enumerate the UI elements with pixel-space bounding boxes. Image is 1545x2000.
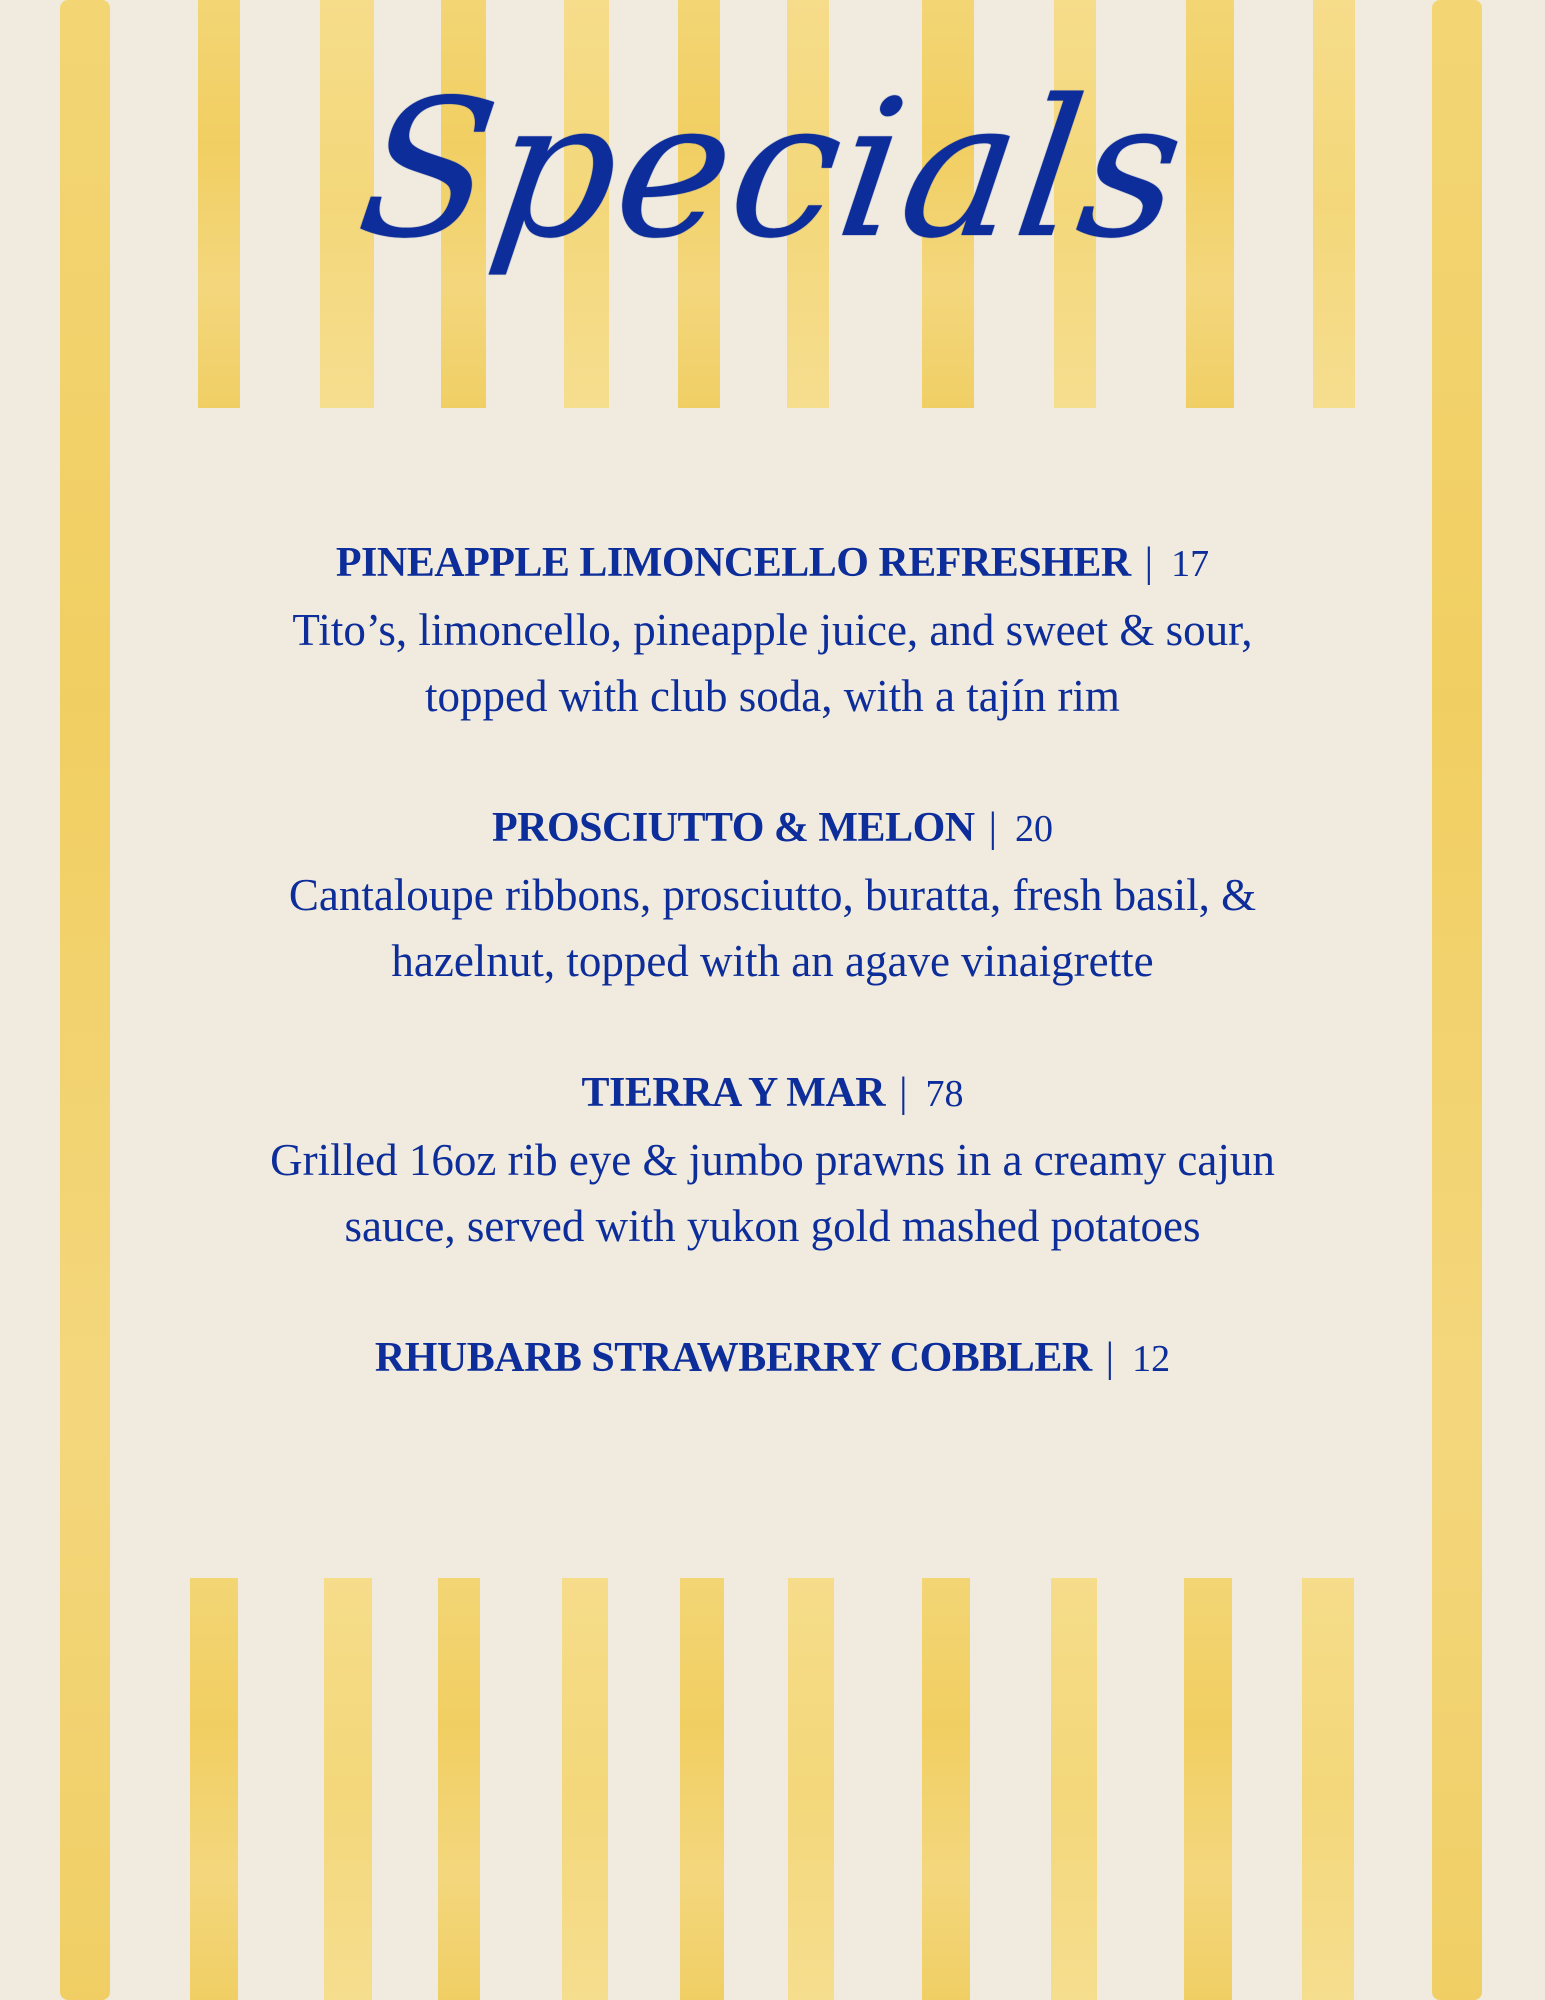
stripe-bottom-4 — [562, 1578, 608, 2000]
menu-item-description-line: Cantaloupe ribbons, prosciutto, buratta, fresh basil, & — [288, 870, 1257, 920]
menu-item-description-line: hazelnut, topped with an agave vinaigrette — [391, 936, 1154, 986]
price-separator: | — [899, 1070, 908, 1116]
menu-item-name: TIERRA Y MAR — [581, 1070, 886, 1116]
menu-item-description-line: Tito’s, limoncello, pineapple juice, and sweet & sour, — [292, 605, 1253, 655]
menu-item-header — [160, 1325, 1385, 1392]
stripe-bottom-3 — [438, 1578, 480, 2000]
menu-item-price: 78 — [925, 1073, 964, 1115]
menu-item-header — [160, 795, 1385, 862]
stripe-bottom-2 — [324, 1578, 372, 2000]
stripe-bottom-10 — [1302, 1578, 1354, 2000]
stripe-bottom-5 — [680, 1578, 724, 2000]
stripe-bottom-1 — [190, 1578, 238, 2000]
menu-item-header — [160, 530, 1385, 597]
price-separator: | — [1105, 1335, 1115, 1381]
stripe-bottom-8 — [1051, 1578, 1097, 2000]
price-separator: | — [1144, 540, 1154, 586]
stripe-bottom-6 — [788, 1578, 834, 2000]
menu-item — [160, 1325, 1385, 1392]
menu-item-header — [160, 1060, 1385, 1127]
menu-item-price: 20 — [1015, 808, 1054, 850]
menu-item-description-line: Grilled 16oz rib eye & jumbo prawns in a creamy cajun — [270, 1135, 1275, 1185]
menu-item — [160, 530, 1385, 729]
stripe-bottom-7 — [922, 1578, 970, 2000]
menu-item-description-line: sauce, served with yukon gold mashed potatoes — [344, 1201, 1201, 1251]
specials-menu — [160, 530, 1385, 1458]
menu-item — [160, 1060, 1385, 1259]
menu-item-price: 17 — [1171, 543, 1210, 585]
menu-item-name: PINEAPPLE LIMONCELLO REFRESHER — [335, 540, 1131, 586]
page-title: Specials — [347, 59, 1198, 280]
stripe-bottom-9 — [1184, 1578, 1232, 2000]
menu-item — [160, 795, 1385, 994]
menu-item-name: PROSCIUTTO & MELON — [491, 805, 975, 851]
menu-item-price: 12 — [1132, 1338, 1171, 1380]
price-separator: | — [988, 805, 998, 851]
menu-item-description-line: topped with club soda, with a tajín rim — [425, 671, 1120, 721]
menu-item-name: RHUBARB STRAWBERRY COBBLER — [374, 1335, 1092, 1381]
